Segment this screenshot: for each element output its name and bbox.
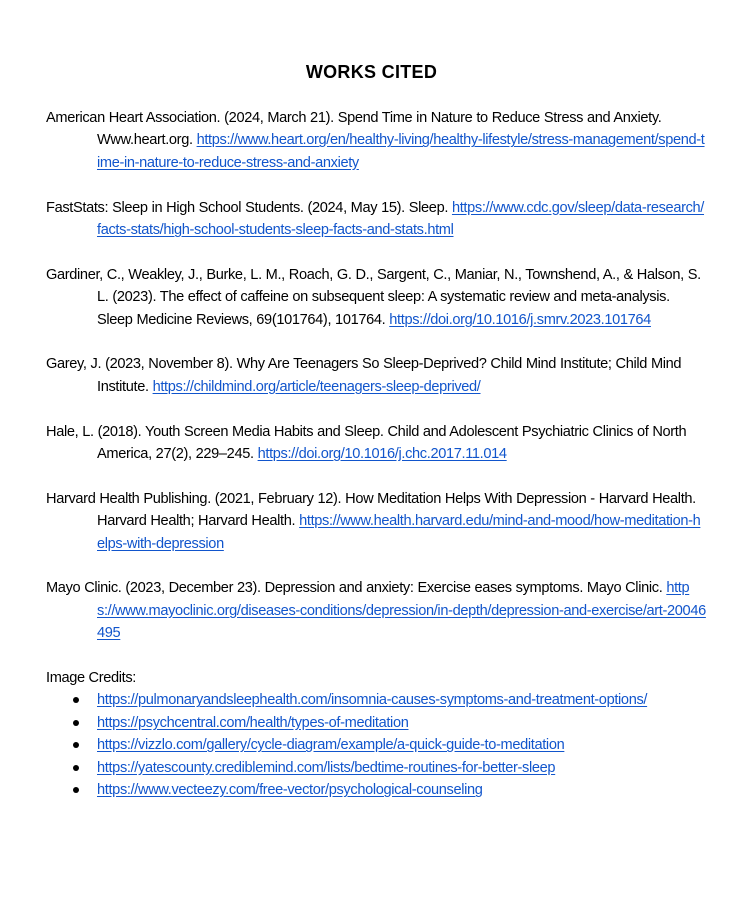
image-credit-item (46, 689, 706, 711)
image-credit-item (46, 734, 706, 756)
image-credits-list (46, 689, 706, 801)
reference-entry (46, 577, 706, 644)
image-credits-label: Image Credits: (46, 670, 136, 687)
reference-entry (46, 264, 706, 331)
reference-entry (46, 107, 706, 174)
image-credit-link[interactable]: https://psychcentral.com/health/types-of-meditation (97, 714, 409, 731)
reference-text: Garey, J. (2023, November 8). Why Are Teenagers So Sleep-Deprived? Child Mind Institute; Child Mind Institute. (46, 356, 682, 395)
bullet-icon (73, 765, 79, 771)
reference-link[interactable]: https://www.heart.org/en/healthy-living/healthy-lifestyle/stress-management/spend-time-in-nature-to-reduce-stress-and-anxiety (97, 132, 705, 171)
reference-entry (46, 488, 706, 555)
page-title: WORKS CITED (305, 62, 438, 82)
image-credit-item (46, 712, 706, 734)
bullet-icon (73, 697, 79, 703)
works-cited-list (46, 107, 706, 801)
reference-text: FastStats: Sleep in High School Students. (2024, May 15). Sleep. (46, 199, 452, 216)
reference-text: American Heart Association. (2024, March 21). Spend Time in Nature to Reduce Stress and Anxiety. Www.heart.org. (46, 110, 662, 149)
bullet-icon (73, 787, 79, 793)
reference-link[interactable]: https://doi.org/10.1016/j.smrv.2023.101764 (389, 311, 651, 328)
reference-entry (46, 197, 706, 242)
reference-link[interactable]: https://childmind.org/article/teenagers-sleep-deprived/ (152, 378, 481, 395)
bullet-icon (73, 720, 79, 726)
reference-link[interactable]: https://www.cdc.gov/sleep/data-research/facts-stats/high-school-students-sleep-facts-and-stats.html (97, 199, 705, 239)
image-credit-link[interactable]: https://www.vecteezy.com/free-vector/psychological-counseling (97, 782, 483, 799)
image-credit-item (46, 757, 706, 779)
image-credit-link[interactable]: https://pulmonaryandsleephealth.com/insomnia-causes-symptoms-and-treatment-options/ (97, 692, 648, 709)
reference-entry (46, 353, 706, 398)
reference-link[interactable]: https://www.mayoclinic.org/diseases-conditions/depression/in-depth/depression-and-exercise/art-20046495 (97, 580, 706, 642)
reference-link[interactable]: https://doi.org/10.1016/j.chc.2017.11.014 (257, 446, 507, 463)
reference-text: Gardiner, C., Weakley, J., Burke, L. M., Roach, G. D., Sargent, C., Maniar, N., Townshend, A., & Halson, S. L. (2023). The effect of caffeine on subsequent sleep: A systematic review and meta-analysis. Sleep Medicine Reviews, 69(101764), 101764. (46, 266, 701, 328)
reference-text: Harvard Health Publishing. (2021, February 12). How Meditation Helps With Depression - Harvard Health. Harvard Health; Harvard Health. (46, 490, 696, 530)
image-credit-link[interactable]: https://vizzlo.com/gallery/cycle-diagram/example/a-quick-guide-to-meditation (97, 737, 565, 754)
reference-link[interactable]: https://www.health.harvard.edu/mind-and-mood/how-meditation-helps-with-depression (97, 513, 701, 552)
reference-text: Mayo Clinic. (2023, December 23). Depression and anxiety: Exercise eases symptoms. Mayo Clinic. (46, 580, 667, 597)
bullet-icon (73, 742, 79, 748)
image-credit-link[interactable]: https://yatescounty.crediblemind.com/lists/bedtime-routines-for-better-sleep (97, 759, 556, 776)
image-credit-item (46, 779, 706, 801)
reference-text: Hale, L. (2018). Youth Screen Media Habits and Sleep. Child and Adolescent Psychiatric Clinics of North America, 27(2), 229–245. (46, 423, 687, 463)
reference-entry (46, 421, 706, 466)
